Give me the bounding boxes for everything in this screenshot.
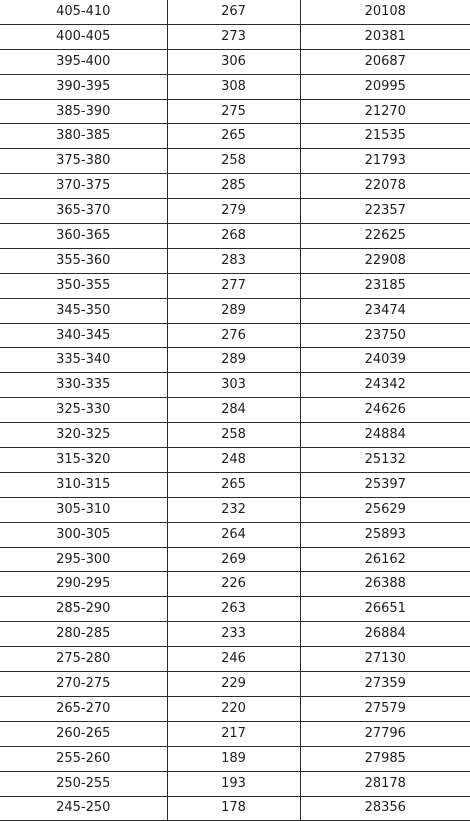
score-range-cell: 300-305 — [0, 522, 167, 547]
table-row — [0, 248, 470, 273]
cumulative-cell: 22908 — [300, 248, 470, 273]
count-cell: 178 — [167, 796, 300, 821]
cumulative-cell: 23474 — [300, 298, 470, 323]
score-range-cell: 275-280 — [0, 647, 167, 672]
score-range-cell: 365-370 — [0, 199, 167, 224]
table-row — [0, 373, 470, 398]
cumulative-cell: 21793 — [300, 149, 470, 174]
score-range-cell: 395-400 — [0, 49, 167, 74]
score-range-cell: 380-385 — [0, 124, 167, 149]
score-range-cell: 245-250 — [0, 796, 167, 821]
count-cell: 229 — [167, 672, 300, 697]
score-range-cell: 325-330 — [0, 398, 167, 423]
table-row — [0, 348, 470, 373]
cumulative-cell: 21535 — [300, 124, 470, 149]
score-range-cell: 320-325 — [0, 423, 167, 448]
count-cell: 246 — [167, 647, 300, 672]
count-cell: 217 — [167, 721, 300, 746]
table-row — [0, 298, 470, 323]
count-cell: 269 — [167, 547, 300, 572]
table-row — [0, 547, 470, 572]
count-cell: 267 — [167, 0, 300, 24]
table-row — [0, 149, 470, 174]
cumulative-cell: 27579 — [300, 696, 470, 721]
score-range-cell: 340-345 — [0, 323, 167, 348]
count-cell: 284 — [167, 398, 300, 423]
table-row — [0, 423, 470, 448]
score-range-cell: 310-315 — [0, 472, 167, 497]
cumulative-cell: 25132 — [300, 448, 470, 473]
table-row — [0, 647, 470, 672]
count-cell: 306 — [167, 49, 300, 74]
cumulative-cell: 23185 — [300, 273, 470, 298]
count-cell: 263 — [167, 597, 300, 622]
score-range-cell: 290-295 — [0, 572, 167, 597]
count-cell: 277 — [167, 273, 300, 298]
table-row — [0, 448, 470, 473]
score-range-cell: 350-355 — [0, 273, 167, 298]
count-cell: 303 — [167, 373, 300, 398]
score-range-cell: 370-375 — [0, 174, 167, 199]
count-cell: 283 — [167, 248, 300, 273]
count-cell: 265 — [167, 472, 300, 497]
count-cell: 279 — [167, 199, 300, 224]
cumulative-cell: 26388 — [300, 572, 470, 597]
cumulative-cell: 22357 — [300, 199, 470, 224]
count-cell: 275 — [167, 99, 300, 124]
score-range-cell: 305-310 — [0, 497, 167, 522]
table-row — [0, 597, 470, 622]
count-cell: 308 — [167, 74, 300, 99]
table-row — [0, 771, 470, 796]
cumulative-cell: 25629 — [300, 497, 470, 522]
cumulative-cell: 24626 — [300, 398, 470, 423]
cumulative-cell: 26162 — [300, 547, 470, 572]
table-row — [0, 497, 470, 522]
table-row — [0, 99, 470, 124]
count-cell: 268 — [167, 224, 300, 249]
score-range-cell: 355-360 — [0, 248, 167, 273]
table-row — [0, 24, 470, 49]
score-range-cell: 405-410 — [0, 0, 167, 24]
score-range-cell: 255-260 — [0, 746, 167, 771]
count-cell: 189 — [167, 746, 300, 771]
table-row — [0, 622, 470, 647]
score-range-cell: 285-290 — [0, 597, 167, 622]
table-row — [0, 174, 470, 199]
score-range-cell: 345-350 — [0, 298, 167, 323]
score-range-cell: 295-300 — [0, 547, 167, 572]
score-range-cell: 260-265 — [0, 721, 167, 746]
table-row — [0, 224, 470, 249]
table-row — [0, 124, 470, 149]
score-range-cell: 385-390 — [0, 99, 167, 124]
cumulative-cell: 22078 — [300, 174, 470, 199]
score-range-cell: 280-285 — [0, 622, 167, 647]
score-range-cell: 335-340 — [0, 348, 167, 373]
table-row — [0, 0, 470, 24]
cumulative-cell: 28178 — [300, 771, 470, 796]
cumulative-cell: 27985 — [300, 746, 470, 771]
table-row — [0, 398, 470, 423]
cumulative-cell: 20381 — [300, 24, 470, 49]
table-row — [0, 672, 470, 697]
count-cell: 264 — [167, 522, 300, 547]
count-cell: 285 — [167, 174, 300, 199]
score-range-cell: 265-270 — [0, 696, 167, 721]
table-row — [0, 323, 470, 348]
count-cell: 289 — [167, 348, 300, 373]
score-range-cell: 400-405 — [0, 24, 167, 49]
count-cell: 233 — [167, 622, 300, 647]
count-cell: 220 — [167, 696, 300, 721]
score-range-cell: 315-320 — [0, 448, 167, 473]
table-row — [0, 522, 470, 547]
cumulative-cell: 24039 — [300, 348, 470, 373]
cumulative-cell: 26884 — [300, 622, 470, 647]
cumulative-cell: 20995 — [300, 74, 470, 99]
cumulative-cell: 21270 — [300, 99, 470, 124]
table-row — [0, 721, 470, 746]
score-range-cell: 270-275 — [0, 672, 167, 697]
count-cell: 193 — [167, 771, 300, 796]
cumulative-cell: 27130 — [300, 647, 470, 672]
score-range-cell: 250-255 — [0, 771, 167, 796]
score-range-cell: 330-335 — [0, 373, 167, 398]
score-range-cell: 390-395 — [0, 74, 167, 99]
cumulative-cell: 20108 — [300, 0, 470, 24]
count-cell: 232 — [167, 497, 300, 522]
cumulative-cell: 27796 — [300, 721, 470, 746]
count-cell: 273 — [167, 24, 300, 49]
cumulative-cell: 24884 — [300, 423, 470, 448]
count-cell: 276 — [167, 323, 300, 348]
count-cell: 258 — [167, 423, 300, 448]
cumulative-cell: 26651 — [300, 597, 470, 622]
score-range-cell: 360-365 — [0, 224, 167, 249]
table-row — [0, 49, 470, 74]
table-row — [0, 472, 470, 497]
count-cell: 289 — [167, 298, 300, 323]
count-cell: 265 — [167, 124, 300, 149]
table-row — [0, 796, 470, 821]
table-row — [0, 74, 470, 99]
count-cell: 248 — [167, 448, 300, 473]
cumulative-cell: 23750 — [300, 323, 470, 348]
cumulative-cell: 24342 — [300, 373, 470, 398]
table-row — [0, 696, 470, 721]
count-cell: 226 — [167, 572, 300, 597]
cumulative-cell: 25397 — [300, 472, 470, 497]
cumulative-cell: 25893 — [300, 522, 470, 547]
table-row — [0, 746, 470, 771]
cumulative-cell: 28356 — [300, 796, 470, 821]
score-range-cell: 375-380 — [0, 149, 167, 174]
table-row — [0, 273, 470, 298]
cumulative-cell: 20687 — [300, 49, 470, 74]
count-cell: 258 — [167, 149, 300, 174]
cumulative-cell: 27359 — [300, 672, 470, 697]
table-row — [0, 199, 470, 224]
cumulative-cell: 22625 — [300, 224, 470, 249]
table-row — [0, 572, 470, 597]
